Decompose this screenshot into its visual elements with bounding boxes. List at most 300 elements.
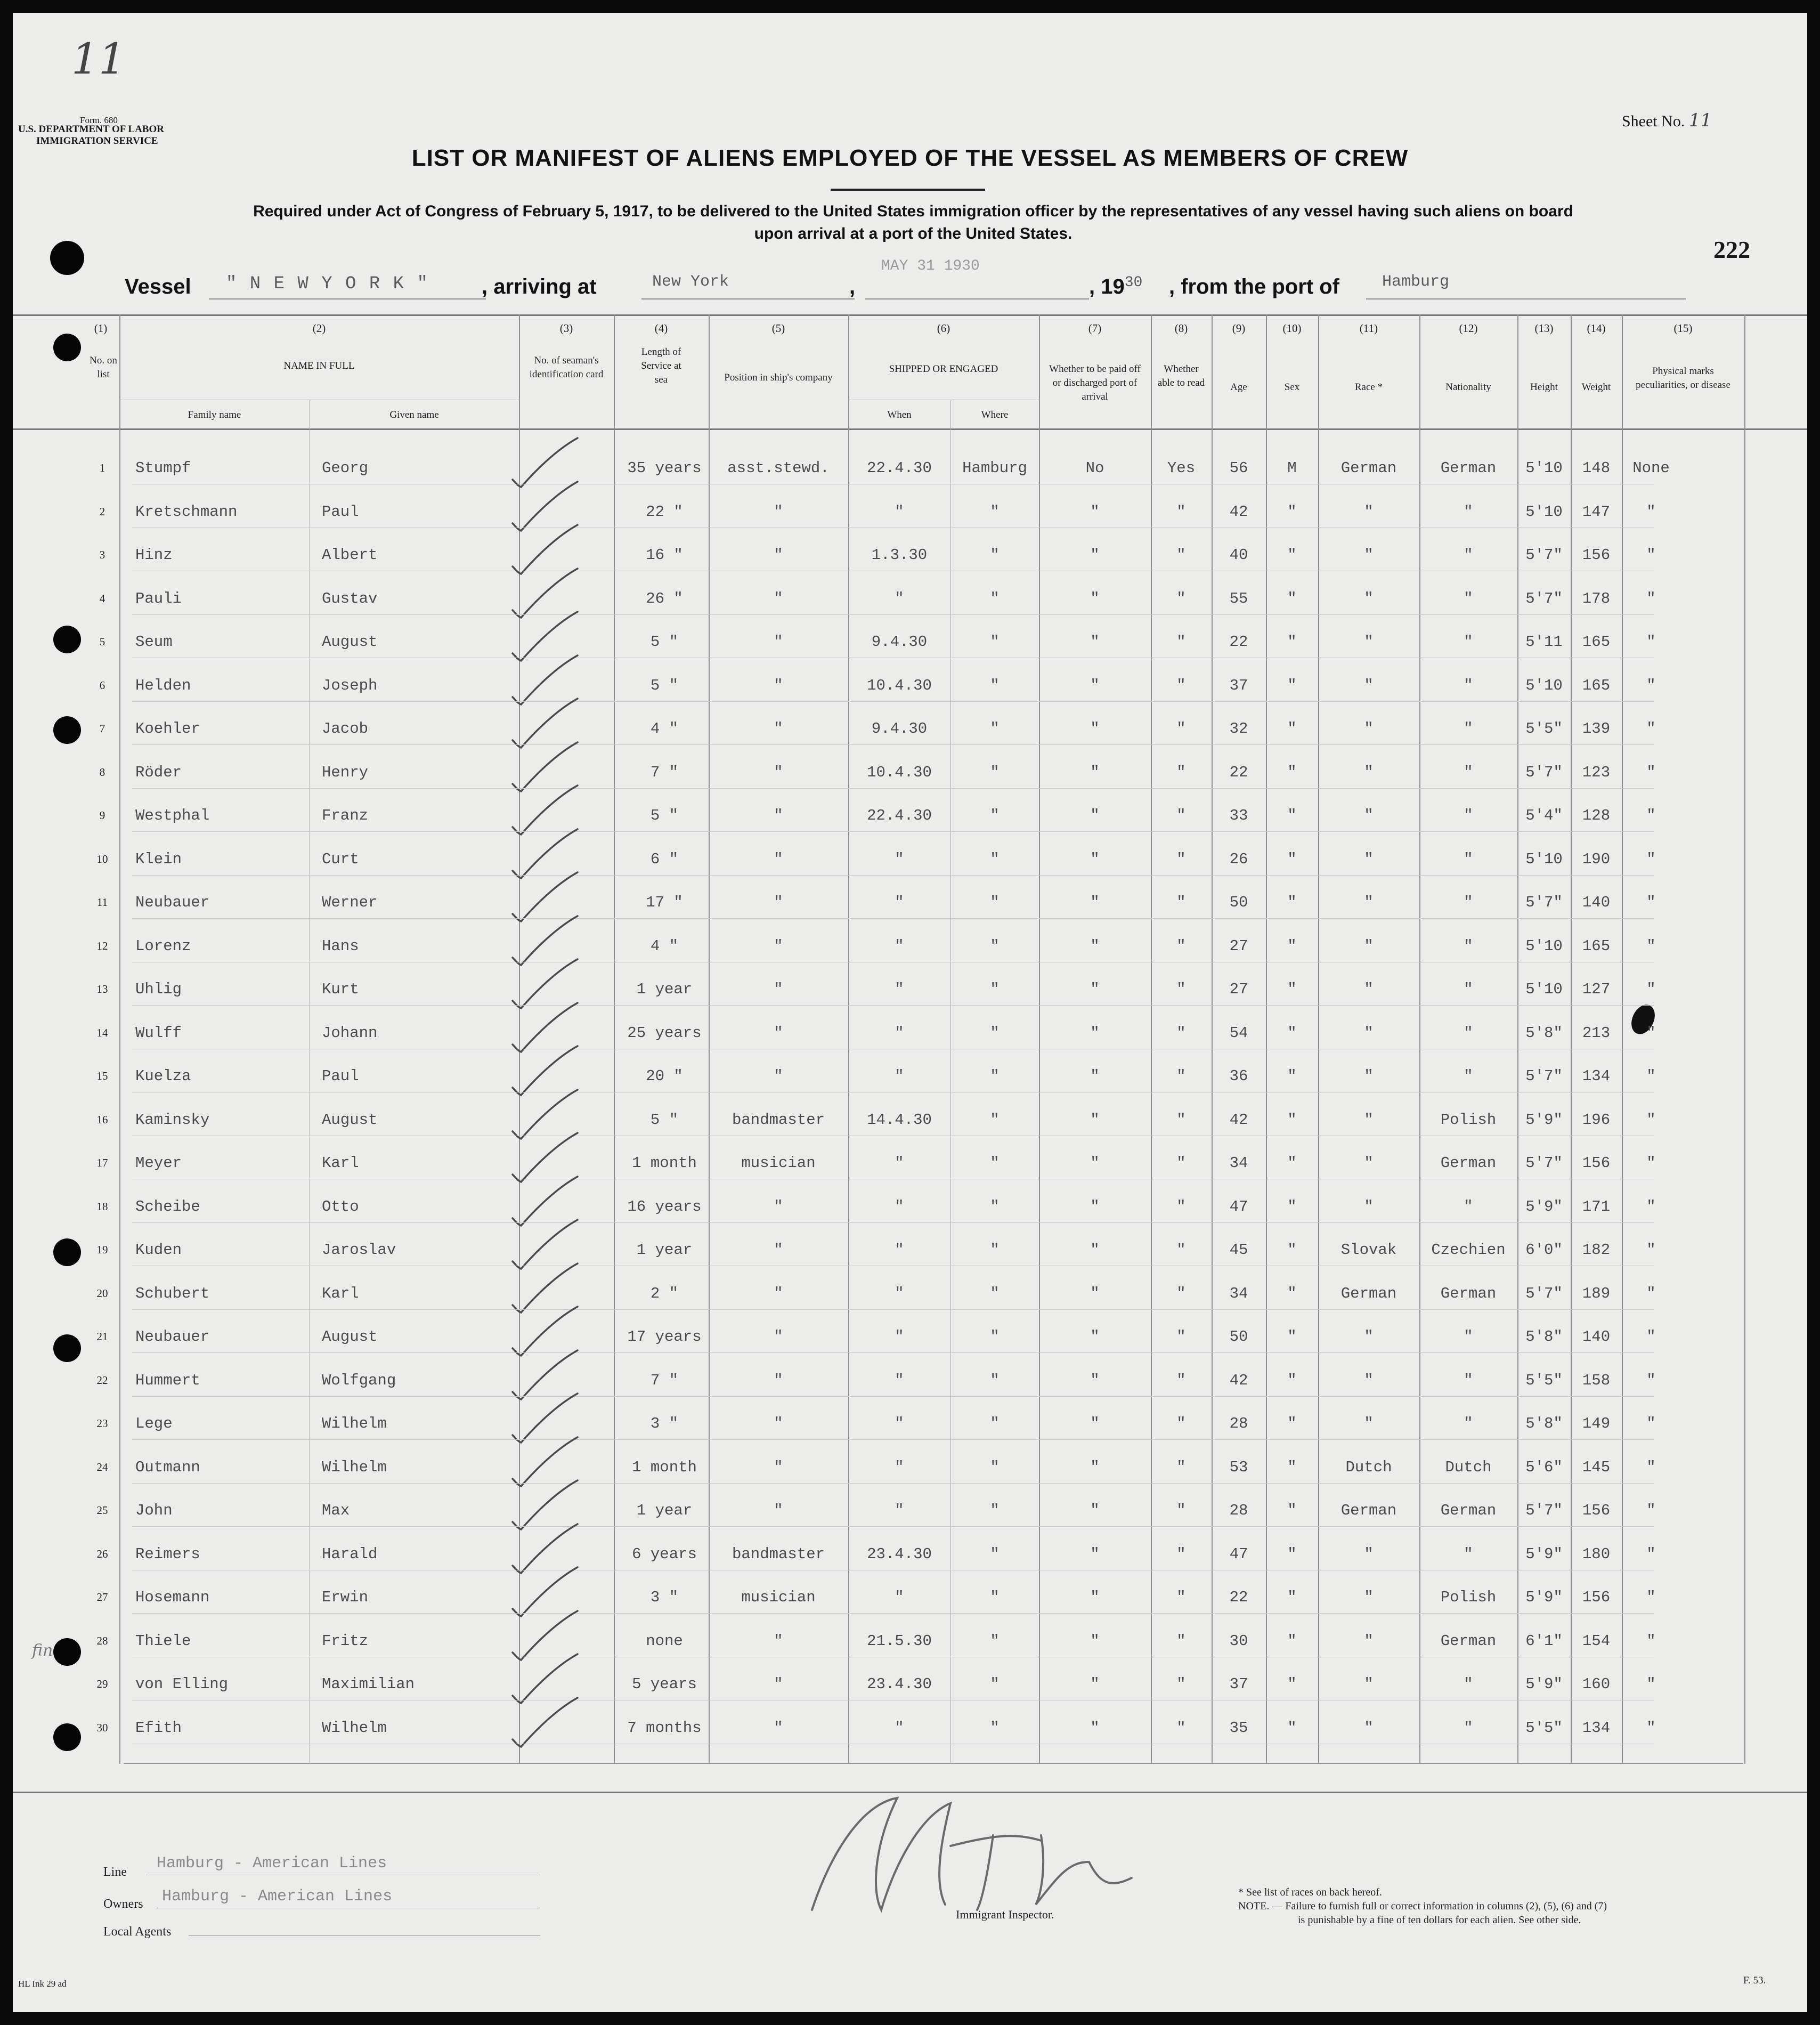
cell-given: August [322, 633, 378, 651]
cell-position: " [774, 850, 783, 868]
owners-label: Owners [103, 1897, 143, 1911]
col10-num: (10) [1282, 322, 1302, 335]
cell-sex: " [1287, 1197, 1297, 1216]
cell-family: Kuden [135, 1241, 182, 1259]
cell-when: " [895, 1328, 904, 1346]
cell-paid: " [1090, 676, 1100, 694]
cell-weight: 139 [1582, 720, 1611, 738]
print-code: HL Ink 29 ad [18, 1979, 67, 1989]
year-suffix: 30 [1124, 274, 1143, 291]
cell-when: " [895, 1589, 904, 1606]
cell-where: Hamburg [962, 459, 1027, 477]
row-number: 4 [99, 592, 105, 605]
cell-weight: 160 [1582, 1675, 1611, 1693]
cell-given: Harald [322, 1545, 378, 1563]
cell-age: 27 [1229, 981, 1248, 998]
cell-where: " [990, 763, 1000, 781]
cell-sex: " [1287, 1067, 1297, 1085]
cell-position: " [774, 1632, 783, 1650]
cell-given: Johann [322, 1024, 378, 1042]
cell-sex: " [1287, 1154, 1297, 1172]
cell-race: " [1364, 807, 1374, 824]
cell-weight: 165 [1582, 937, 1611, 955]
cell-weight: 156 [1582, 1589, 1611, 1606]
cell-service: 17 years [627, 1328, 702, 1346]
cell-where: " [990, 720, 1000, 738]
cell-service: 5 " [650, 1111, 679, 1129]
cell-where: " [990, 1371, 1000, 1389]
row-number: 12 [96, 939, 108, 952]
cell-sex: " [1287, 1502, 1297, 1519]
cell-age: 27 [1229, 937, 1248, 955]
cell-sex: " [1287, 633, 1297, 651]
row-number: 24 [96, 1460, 108, 1473]
cell-weight: 147 [1582, 503, 1611, 521]
cell-given: Jacob [322, 720, 369, 738]
cell-read: " [1176, 1024, 1186, 1042]
cell-position: " [774, 633, 783, 651]
cell-where: " [990, 1328, 1000, 1346]
cell-service: 26 " [646, 589, 683, 608]
cell-read: " [1176, 1197, 1186, 1216]
cell-family: Klein [135, 850, 182, 868]
col3-header: No. of seaman's identification card [529, 355, 604, 380]
cell-nationality: " [1464, 807, 1473, 824]
cell-marks: " [1646, 1719, 1656, 1737]
cell-height: 5'9" [1525, 1197, 1563, 1216]
cell-family: Pauli [135, 589, 182, 608]
cell-sex: " [1287, 503, 1297, 521]
cell-where: " [990, 1154, 1000, 1172]
cell-weight: 213 [1582, 1024, 1611, 1042]
row-rule [132, 1005, 1654, 1006]
cell-nationality: " [1464, 633, 1473, 651]
cell-height: 5'5" [1525, 1371, 1563, 1389]
cell-nationality: German [1440, 1284, 1497, 1302]
cell-when: 9.4.30 [871, 633, 928, 651]
cell-weight: 156 [1582, 546, 1611, 564]
cell-given: Wilhelm [322, 1719, 387, 1737]
cell-when: 22.4.30 [867, 459, 932, 477]
cell-position: " [774, 981, 783, 998]
cell-service: 7 " [650, 1371, 679, 1389]
cell-weight: 158 [1582, 1371, 1611, 1389]
cell-given: Henry [322, 763, 369, 781]
cell-read: " [1176, 894, 1186, 911]
cell-read: " [1176, 546, 1186, 564]
cell-nationality: Polish [1440, 1589, 1497, 1606]
cell-given: Wolfgang [322, 1371, 396, 1389]
cell-given: Kurt [322, 981, 359, 998]
row-number: 28 [96, 1634, 108, 1647]
cell-nationality: " [1464, 546, 1473, 564]
cell-service: 35 years [627, 459, 702, 477]
cell-where: " [990, 1284, 1000, 1302]
col15-header: Physical marks peculiarities, or disease [1636, 366, 1730, 391]
margin-note: fin [32, 1641, 53, 1660]
cell-position: " [774, 503, 783, 521]
cell-where: " [990, 1241, 1000, 1259]
cell-nationality: " [1464, 1067, 1473, 1085]
cell-weight: 178 [1582, 589, 1611, 608]
row-number: 13 [96, 983, 108, 995]
cell-race: " [1364, 1328, 1374, 1346]
cell-nationality: " [1464, 894, 1473, 911]
cell-read: " [1176, 720, 1186, 738]
cell-race: " [1364, 546, 1374, 564]
cell-age: 30 [1229, 1632, 1248, 1650]
cell-when: " [895, 1502, 904, 1519]
cell-given: Karl [322, 1284, 359, 1302]
cell-height: 5'7" [1525, 1154, 1563, 1172]
row-rule [132, 1352, 1654, 1353]
cell-position: " [774, 894, 783, 911]
cell-given: Paul [322, 503, 359, 521]
cell-nationality: " [1464, 1328, 1473, 1346]
cell-weight: 149 [1582, 1415, 1611, 1432]
from-label: , from the port of [1169, 275, 1339, 298]
cell-given: August [322, 1328, 378, 1346]
row-number: 15 [96, 1070, 108, 1082]
cell-sex: " [1287, 1284, 1297, 1302]
sheet-label: Sheet No. [1622, 112, 1685, 130]
cell-given: Wilhelm [322, 1458, 387, 1476]
cell-height: 5'7" [1525, 763, 1563, 781]
cell-family: Hummert [135, 1371, 200, 1389]
cell-age: 40 [1229, 546, 1248, 564]
cell-read: " [1176, 633, 1186, 651]
year-prefix: , 19 [1089, 275, 1125, 298]
cell-sex: " [1287, 1632, 1297, 1650]
cell-when: 21.5.30 [867, 1632, 932, 1650]
cell-when: " [895, 894, 904, 911]
row-rule [132, 1309, 1654, 1310]
cell-marks: " [1646, 1284, 1656, 1302]
cell-given: Otto [322, 1197, 359, 1216]
cell-where: " [990, 1111, 1000, 1129]
cell-service: none [646, 1632, 683, 1650]
cell-height: 5'7" [1525, 1284, 1563, 1302]
inspector-label: Immigrant Inspector. [956, 1908, 1054, 1921]
cell-service: 6 " [650, 850, 679, 868]
cell-nationality: " [1464, 981, 1473, 998]
cell-race: " [1364, 1154, 1374, 1172]
cell-height: 5'9" [1525, 1675, 1563, 1693]
cell-paid: " [1090, 589, 1100, 608]
cell-given: Werner [322, 894, 378, 911]
cell-paid: " [1090, 894, 1100, 911]
cell-age: 54 [1229, 1024, 1248, 1042]
cell-weight: 165 [1582, 633, 1611, 651]
cell-weight: 196 [1582, 1111, 1611, 1129]
cell-given: Jaroslav [322, 1241, 396, 1259]
cell-weight: 154 [1582, 1632, 1611, 1650]
cell-race: German [1340, 1284, 1397, 1302]
row-rule [132, 1483, 1654, 1484]
cell-where: " [990, 1632, 1000, 1650]
cell-paid: " [1090, 1589, 1100, 1606]
cell-marks: " [1646, 1589, 1656, 1606]
cell-age: 26 [1229, 850, 1248, 868]
cell-service: 1 month [632, 1154, 697, 1172]
cell-position: " [774, 1067, 783, 1085]
cell-family: Reimers [135, 1545, 200, 1563]
cell-marks: " [1646, 503, 1656, 521]
cell-weight: 156 [1582, 1154, 1611, 1172]
cell-age: 28 [1229, 1502, 1248, 1519]
cell-age: 47 [1229, 1545, 1248, 1563]
cell-height: 5'10 [1525, 981, 1563, 998]
cell-sex: " [1287, 1024, 1297, 1042]
cell-family: Hinz [135, 546, 173, 564]
row-number: 9 [99, 809, 105, 822]
cell-family: Meyer [135, 1154, 182, 1172]
cell-nationality: " [1464, 1197, 1473, 1216]
cell-sex: " [1287, 676, 1297, 694]
row-rule [132, 614, 1654, 615]
cell-race: " [1364, 1545, 1374, 1563]
cell-marks: " [1646, 1111, 1656, 1129]
cell-race: Dutch [1345, 1458, 1392, 1476]
cell-age: 34 [1229, 1284, 1248, 1302]
cell-height: 5'4" [1525, 807, 1563, 824]
cell-position: asst.stewd. [727, 459, 830, 477]
cell-weight: 134 [1582, 1067, 1611, 1085]
cell-race: " [1364, 1197, 1374, 1216]
cell-position: " [774, 1241, 783, 1259]
cell-nationality: " [1464, 676, 1473, 694]
cell-paid: " [1090, 720, 1100, 738]
col6-when-header: When [887, 409, 912, 420]
cell-when: " [895, 589, 904, 608]
row-number: 18 [96, 1200, 108, 1213]
cell-where: " [990, 807, 1000, 824]
cell-position: " [774, 1328, 783, 1346]
col13-num: (13) [1534, 322, 1554, 335]
cell-position: " [774, 676, 783, 694]
date-stamp: MAY 31 1930 [881, 258, 980, 274]
col5-header: Position in ship's company [724, 372, 833, 383]
col8-header: Whether able to read [1157, 363, 1205, 388]
cell-height: 5'7" [1525, 1067, 1563, 1085]
cell-where: " [990, 1502, 1000, 1519]
cell-race: " [1364, 937, 1374, 955]
cell-weight: 180 [1582, 1545, 1611, 1563]
cell-height: 5'9" [1525, 1589, 1563, 1606]
cell-when: " [895, 1154, 904, 1172]
cell-read: " [1176, 1241, 1186, 1259]
cell-paid: " [1090, 1197, 1100, 1216]
cell-where: " [990, 589, 1000, 608]
cell-marks: " [1646, 546, 1656, 564]
cell-height: 6'0" [1525, 1241, 1563, 1259]
cell-family: Lorenz [135, 937, 191, 955]
row-rule [132, 1526, 1654, 1527]
cell-marks: None [1632, 459, 1670, 477]
cell-given: Maximilian [322, 1675, 415, 1693]
cell-marks: " [1646, 807, 1656, 824]
cell-service: 5 " [650, 633, 679, 651]
cell-height: 5'7" [1525, 546, 1563, 564]
col12-num: (12) [1459, 322, 1478, 335]
cell-family: Kaminsky [135, 1111, 210, 1129]
cell-marks: " [1646, 981, 1656, 998]
cell-given: Wilhelm [322, 1415, 387, 1432]
col9-header: Age [1230, 382, 1247, 393]
cell-nationality: German [1440, 1154, 1497, 1172]
cell-given: Fritz [322, 1632, 369, 1650]
cell-paid: " [1090, 1502, 1100, 1519]
cell-marks: " [1646, 763, 1656, 781]
comma: , [849, 275, 856, 298]
cell-sex: " [1287, 1415, 1297, 1432]
cell-nationality: " [1464, 503, 1473, 521]
row-number: 26 [96, 1547, 108, 1560]
cell-family: Hosemann [135, 1589, 210, 1606]
row-rule [132, 1613, 1654, 1614]
cell-when: " [895, 981, 904, 998]
cell-marks: " [1646, 1502, 1656, 1519]
row-rule [132, 744, 1654, 745]
cell-sex: " [1287, 1545, 1297, 1563]
cell-read: " [1176, 1284, 1186, 1302]
col14-num: (14) [1587, 322, 1606, 335]
cell-service: 1 year [636, 981, 693, 998]
col5-num: (5) [771, 322, 785, 335]
cell-height: 5'10 [1525, 850, 1563, 868]
row-number: 25 [96, 1504, 108, 1517]
cell-when: 10.4.30 [867, 763, 932, 781]
cell-race: " [1364, 1632, 1374, 1650]
cell-height: 5'10 [1525, 676, 1563, 694]
cell-marks: " [1646, 894, 1656, 911]
cell-family: Efith [135, 1719, 182, 1737]
col11-header: Race * [1354, 382, 1383, 393]
cell-sex: " [1287, 850, 1297, 868]
cell-nationality: Czechien [1431, 1241, 1506, 1259]
fine-note-2: is punishable by a fine of ten dollars for each alien. See other side. [1298, 1914, 1581, 1926]
row-rule [132, 1222, 1654, 1223]
cell-weight: 123 [1582, 763, 1611, 781]
cell-race: " [1364, 1024, 1374, 1042]
cell-sex: " [1287, 1675, 1297, 1693]
row-rule [132, 875, 1654, 876]
cell-given: Joseph [322, 676, 378, 694]
crew-table-body [13, 13, 1807, 2012]
cell-age: 53 [1229, 1458, 1248, 1476]
cell-given: Max [322, 1502, 350, 1519]
cell-where: " [990, 1719, 1000, 1737]
cell-when: " [895, 1719, 904, 1737]
cell-paid: " [1090, 1675, 1100, 1693]
cell-read: " [1176, 1415, 1186, 1432]
cell-paid: " [1090, 1458, 1100, 1476]
cell-paid: " [1090, 807, 1100, 824]
cell-service: 7 " [650, 763, 679, 781]
cell-family: Koehler [135, 720, 200, 738]
cell-paid: " [1090, 1328, 1100, 1346]
cell-paid: " [1090, 981, 1100, 998]
cell-nationality: " [1464, 850, 1473, 868]
cell-sex: " [1287, 1589, 1297, 1606]
cell-position: " [774, 1415, 783, 1432]
cell-height: 5'10 [1525, 459, 1563, 477]
cell-height: 5'11 [1525, 633, 1563, 651]
cell-race: " [1364, 763, 1374, 781]
col7-header: Whether to be paid off or discharged port of arrival [1049, 363, 1141, 402]
cell-where: " [990, 937, 1000, 955]
cell-given: August [322, 1111, 378, 1129]
cell-paid: " [1090, 503, 1100, 521]
cell-nationality: Dutch [1445, 1458, 1492, 1476]
cell-age: 56 [1229, 459, 1248, 477]
cell-race: " [1364, 894, 1374, 911]
col12-header: Nationality [1445, 382, 1491, 393]
row-rule [132, 701, 1654, 702]
cell-given: Gustav [322, 589, 378, 608]
cell-race: " [1364, 1719, 1374, 1737]
cell-age: 42 [1229, 1111, 1248, 1129]
col2-family-header: Family name [188, 409, 241, 420]
cell-paid: " [1090, 937, 1100, 955]
cell-paid: " [1090, 633, 1100, 651]
cell-paid: " [1090, 1371, 1100, 1389]
cell-race: German [1340, 1502, 1397, 1519]
col2-header: NAME IN FULL [283, 360, 355, 371]
row-number: 16 [96, 1113, 108, 1126]
cell-marks: " [1646, 1328, 1656, 1346]
cell-paid: " [1090, 546, 1100, 564]
cell-read: " [1176, 1371, 1186, 1389]
col4-num: (4) [654, 322, 668, 335]
cell-when: 1.3.30 [871, 546, 928, 564]
cell-position: musician [741, 1589, 816, 1606]
col11-num: (11) [1359, 322, 1378, 335]
sheet-value: 11 [1688, 110, 1712, 131]
cell-nationality: German [1440, 1502, 1497, 1519]
row-number: 30 [96, 1721, 108, 1734]
cell-age: 22 [1229, 763, 1248, 781]
cell-family: Wulff [135, 1024, 182, 1042]
cell-position: " [774, 937, 783, 955]
cell-family: Neubauer [135, 1328, 210, 1346]
cell-family: Neubauer [135, 894, 210, 911]
cell-race: " [1364, 1067, 1374, 1085]
cell-read: " [1176, 589, 1186, 608]
cell-paid: " [1090, 1719, 1100, 1737]
arriving-label: , arriving at [482, 275, 597, 298]
col1-num: (1) [94, 322, 108, 335]
cell-read: " [1176, 1154, 1186, 1172]
cell-marks: " [1646, 1458, 1656, 1476]
cell-paid: " [1090, 1154, 1100, 1172]
cell-sex: " [1287, 1719, 1297, 1737]
row-rule [132, 1439, 1654, 1440]
cell-nationality: " [1464, 589, 1473, 608]
cell-family: Kuelza [135, 1067, 191, 1085]
cell-paid: " [1090, 1024, 1100, 1042]
cell-paid: " [1090, 1067, 1100, 1085]
row-number: 8 [99, 765, 105, 779]
cell-given: Georg [322, 459, 369, 477]
cell-when: " [895, 503, 904, 521]
cell-nationality: " [1464, 1024, 1473, 1042]
cell-where: " [990, 1545, 1000, 1563]
cell-race: " [1364, 676, 1374, 694]
cell-height: 5'5" [1525, 720, 1563, 738]
cell-where: " [990, 981, 1000, 998]
cell-marks: " [1646, 1371, 1656, 1389]
